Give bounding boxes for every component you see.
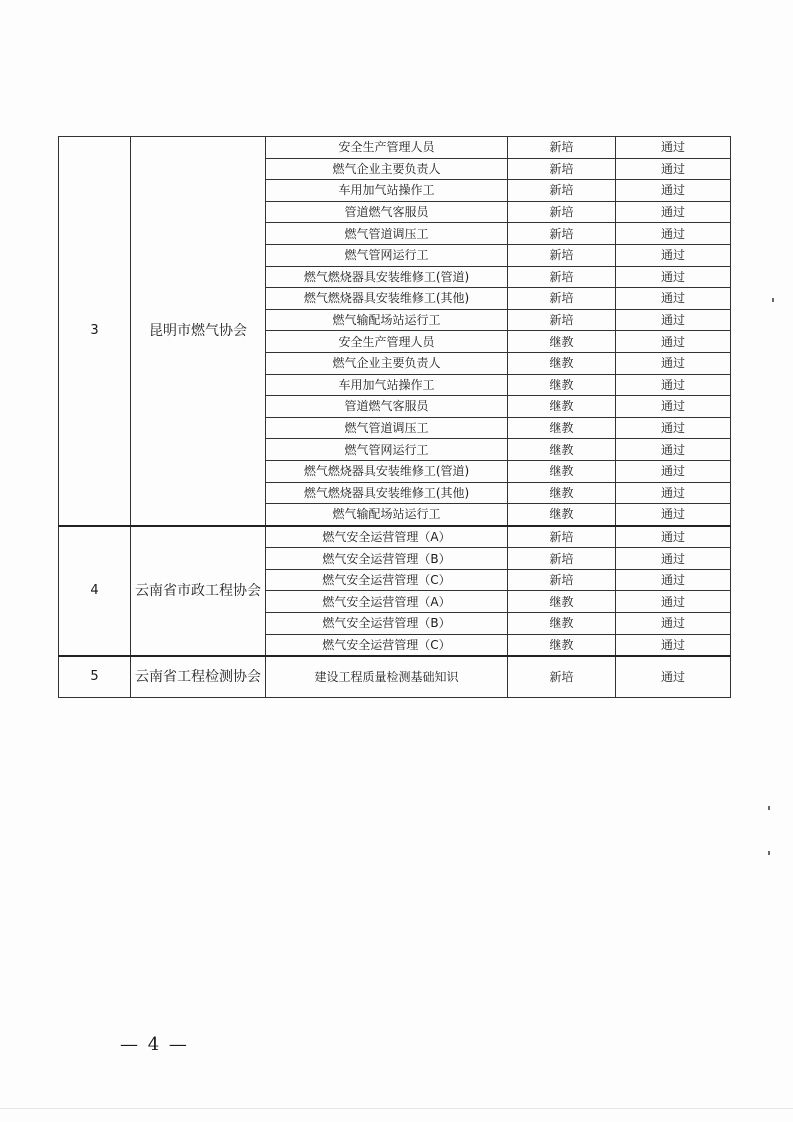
table-body [59,137,731,698]
training-type-cell: 继教 [508,396,616,418]
result-cell: 通过 [616,656,731,698]
course-cell: 燃气输配场站运行工 [266,504,508,526]
result-cell: 通过 [616,244,731,266]
course-cell: 燃气输配场站运行工 [266,309,508,331]
table-row [59,137,731,159]
training-results-table [58,136,731,698]
course-cell: 安全生产管理人员 [266,137,508,159]
scan-speck [772,298,774,302]
training-type-cell: 新培 [508,266,616,288]
result-cell: 通过 [616,223,731,245]
training-type-cell: 新培 [508,288,616,310]
training-type-cell: 继教 [508,591,616,613]
table-row [59,656,731,698]
training-type-cell: 继教 [508,613,616,635]
result-cell: 通过 [616,460,731,482]
course-cell: 燃气安全运营管理（B） [266,613,508,635]
course-cell: 燃气燃烧器具安装维修工(其他) [266,288,508,310]
training-type-cell: 继教 [508,460,616,482]
course-cell: 建设工程质量检测基础知识 [266,656,508,698]
organization-cell: 云南省市政工程协会 [131,526,266,657]
training-type-cell: 新培 [508,309,616,331]
training-type-cell: 继教 [508,504,616,526]
training-type-cell: 新培 [508,158,616,180]
training-type-cell: 新培 [508,548,616,570]
organization-cell: 云南省工程检测协会 [131,656,266,698]
result-cell: 通过 [616,331,731,353]
course-cell: 燃气安全运营管理（C） [266,569,508,591]
training-type-cell: 继教 [508,439,616,461]
course-cell: 燃气燃烧器具安装维修工(管道) [266,266,508,288]
result-cell: 通过 [616,201,731,223]
scan-edge-line [0,1108,793,1109]
course-cell: 燃气燃烧器具安装维修工(管道) [266,460,508,482]
result-cell: 通过 [616,396,731,418]
training-type-cell: 继教 [508,331,616,353]
course-cell: 燃气安全运营管理（B） [266,548,508,570]
row-number-cell: 5 [59,656,131,698]
course-cell: 燃气企业主要负责人 [266,352,508,374]
row-number-cell: 3 [59,137,131,526]
course-cell: 安全生产管理人员 [266,331,508,353]
course-cell: 车用加气站操作工 [266,180,508,202]
training-type-cell: 新培 [508,569,616,591]
result-cell: 通过 [616,266,731,288]
result-cell: 通过 [616,288,731,310]
training-type-cell: 新培 [508,244,616,266]
result-cell: 通过 [616,439,731,461]
course-cell: 燃气管道调压工 [266,417,508,439]
training-type-cell: 继教 [508,634,616,656]
course-cell: 燃气安全运营管理（A） [266,526,508,548]
result-cell: 通过 [616,634,731,656]
result-cell: 通过 [616,504,731,526]
course-cell: 燃气管网运行工 [266,244,508,266]
training-type-cell: 新培 [508,137,616,159]
course-cell: 燃气企业主要负责人 [266,158,508,180]
course-cell: 燃气安全运营管理（C） [266,634,508,656]
result-cell: 通过 [616,613,731,635]
table-row [59,526,731,548]
row-number-cell: 4 [59,526,131,657]
training-type-cell: 继教 [508,352,616,374]
organization-cell: 昆明市燃气协会 [131,137,266,526]
result-cell: 通过 [616,526,731,548]
result-cell: 通过 [616,482,731,504]
training-type-cell: 新培 [508,180,616,202]
training-type-cell: 继教 [508,482,616,504]
result-cell: 通过 [616,569,731,591]
training-type-cell: 新培 [508,656,616,698]
result-cell: 通过 [616,374,731,396]
result-cell: 通过 [616,309,731,331]
scan-speck [768,806,770,810]
result-cell: 通过 [616,352,731,374]
result-cell: 通过 [616,158,731,180]
result-cell: 通过 [616,548,731,570]
course-cell: 燃气燃烧器具安装维修工(其他) [266,482,508,504]
training-type-cell: 新培 [508,201,616,223]
course-cell: 车用加气站操作工 [266,374,508,396]
result-cell: 通过 [616,591,731,613]
result-cell: 通过 [616,180,731,202]
training-type-cell: 新培 [508,526,616,548]
course-cell: 管道燃气客服员 [266,201,508,223]
training-type-cell: 继教 [508,374,616,396]
course-cell: 燃气安全运营管理（A） [266,591,508,613]
result-cell: 通过 [616,417,731,439]
course-cell: 燃气管网运行工 [266,439,508,461]
result-cell: 通过 [616,137,731,159]
training-type-cell: 继教 [508,417,616,439]
course-cell: 燃气管道调压工 [266,223,508,245]
training-type-cell: 新培 [508,223,616,245]
page-number: — 4 — [120,1034,189,1055]
course-cell: 管道燃气客服员 [266,396,508,418]
scan-speck [768,851,770,855]
